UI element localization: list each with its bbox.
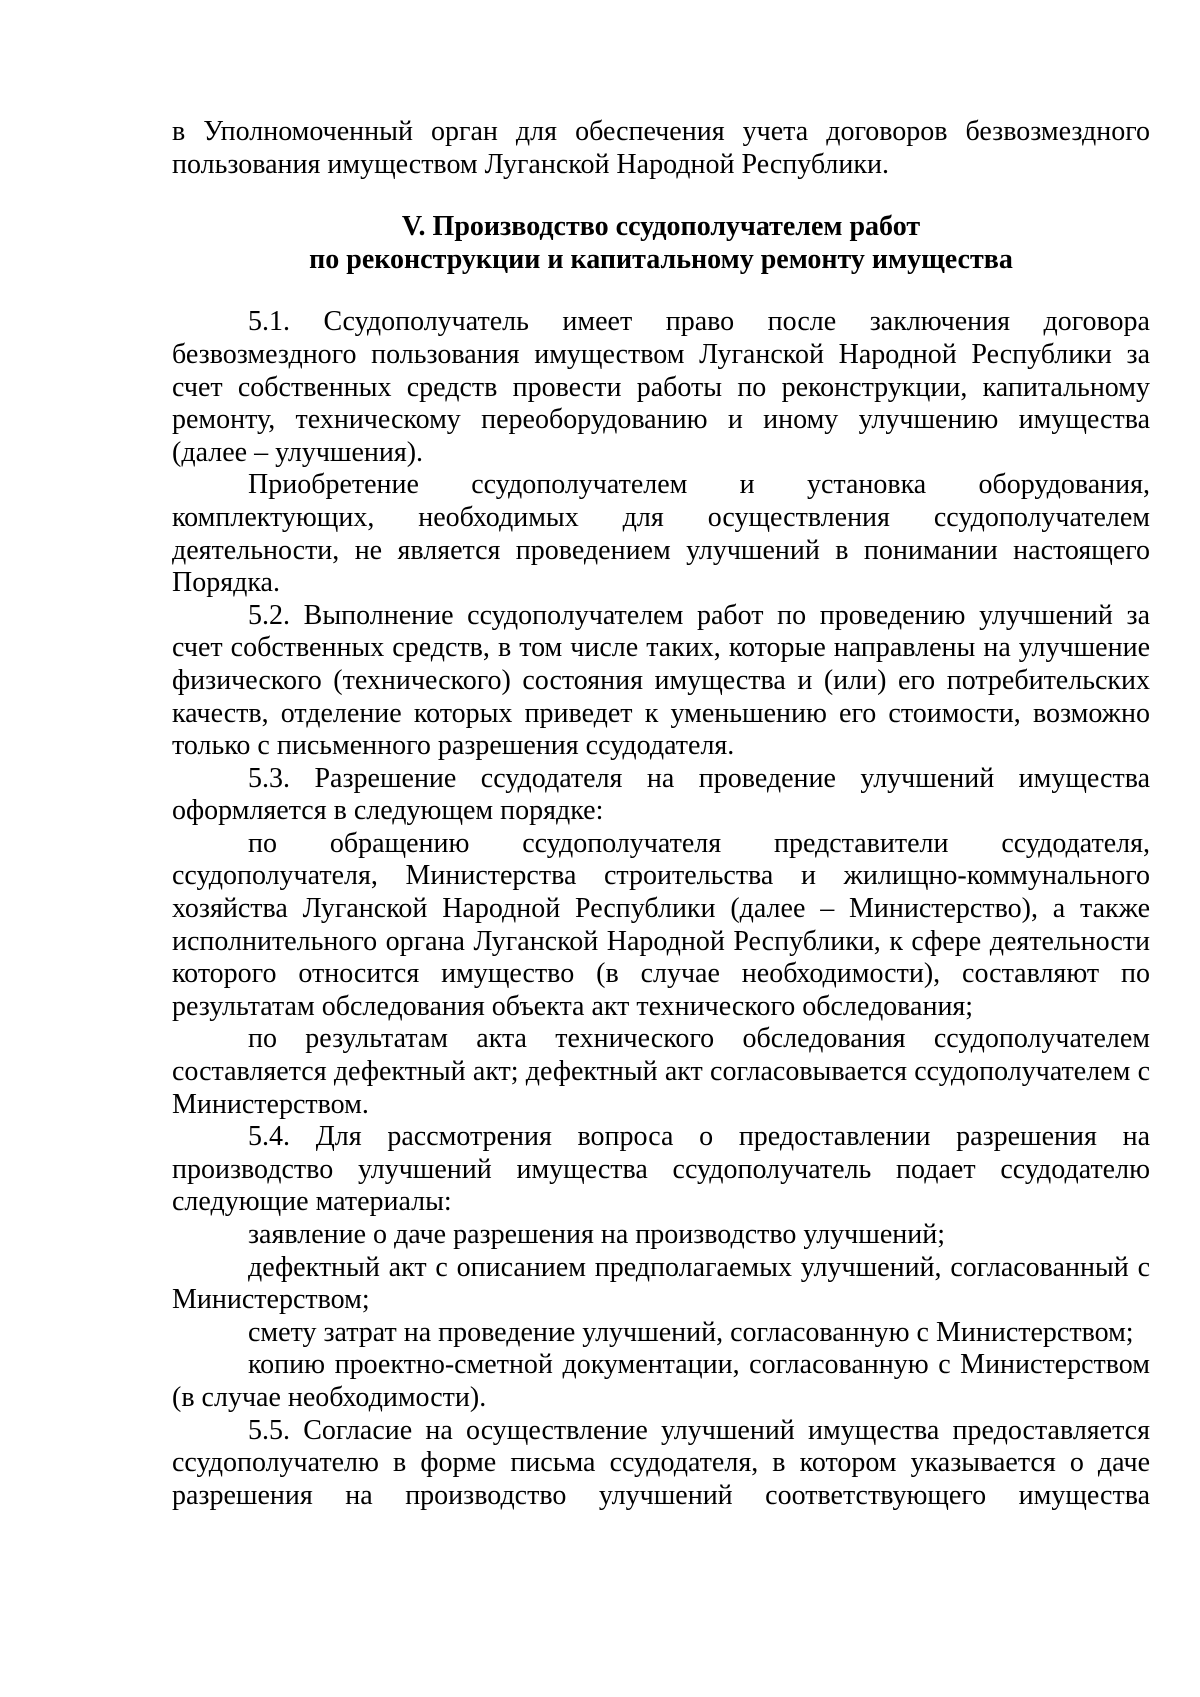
- list-item-cost-estimate: смету затрат на проведение улучшений, согласованную с Министерством;: [248, 1316, 1134, 1348]
- paragraph-5-3: 5.3. Разрешение ссудодателя на проведение улучшений имущества оформляется в следующем порядке:: [172, 762, 1150, 827]
- section-heading: [172, 211, 1150, 276]
- paragraph-defect-act: по результатам акта технического обследования ссудополучателем составляется дефектный акт; дефектный акт согласовывается ссудополучателем с Министерством.: [172, 1023, 1150, 1120]
- list-item-design-documentation: копию проектно-сметной документации, согласованную с Министерством (в случае необходимости).: [172, 1349, 1150, 1413]
- section-heading-line-1: V. Производство ссудополучателем работ: [401, 211, 921, 243]
- paragraph-5-5: 5.5. Согласие на осуществление улучшений имущества предоставляется ссудополучателю в форме письма ссудодателя, в котором указывается о даче разрешения на производство улучшений соответствующего имущества: [172, 1414, 1150, 1511]
- section-heading-line-2: по реконструкции и капитальному ремонту имущества: [309, 243, 1013, 275]
- paragraph-5-2: 5.2. Выполнение ссудополучателем работ по проведению улучшений за счет собственных средств, в том числе таких, которые направлены на улучшение физического (технического) состояния имущества и (или) его потребительских качеств, отделение которых приведет к уменьшению его стоимости, возможно только с письменного разрешения ссудодателя.: [172, 599, 1150, 762]
- paragraph-acquisition: Приобретение ссудополучателем и установка оборудования, комплектующих, необходимых для осуществления ссудополучателем деятельности, не является проведением улучшений в понимании настоящего Порядка.: [172, 469, 1150, 599]
- paragraph-5-1: 5.1. Ссудополучатель имеет право после заключения договора безвозмездного пользования имуществом Луганской Народной Республики за счет собственных средств провести работы по реконструкции, капитальному ремонту, техническому переоборудованию и иному улучшению имущества (далее – улучшения).: [172, 306, 1150, 468]
- list-item-application: заявление о даче разрешения на производство улучшений;: [248, 1219, 945, 1250]
- paragraph-inspection-procedure: по обращению ссудополучателя представители ссудодателя, ссудополучателя, Министерства строительства и жилищно-коммунального хозяйства Луганской Народной Республики (далее – Министерство), а также исполнительного органа Луганской Народной Республики, к сфере деятельности которого относится имущество (в случае необходимости), составляют по результатам обследования объекта акт технического обследования;: [172, 827, 1150, 1022]
- paragraph-5-4: 5.4. Для рассмотрения вопроса о предоставлении разрешения на производство улучшений имущества ссудополучатель подает ссудодателю следующие материалы:: [172, 1121, 1150, 1218]
- list-item-defect-act: дефектный акт с описанием предполагаемых улучшений, согласованный с Министерством;: [172, 1251, 1150, 1316]
- document-body: [172, 116, 1150, 1512]
- intro-paragraph: в Уполномоченный орган для обеспечения учета договоров безвозмездного пользования имуществом Луганской Народной Республики.: [172, 116, 1150, 180]
